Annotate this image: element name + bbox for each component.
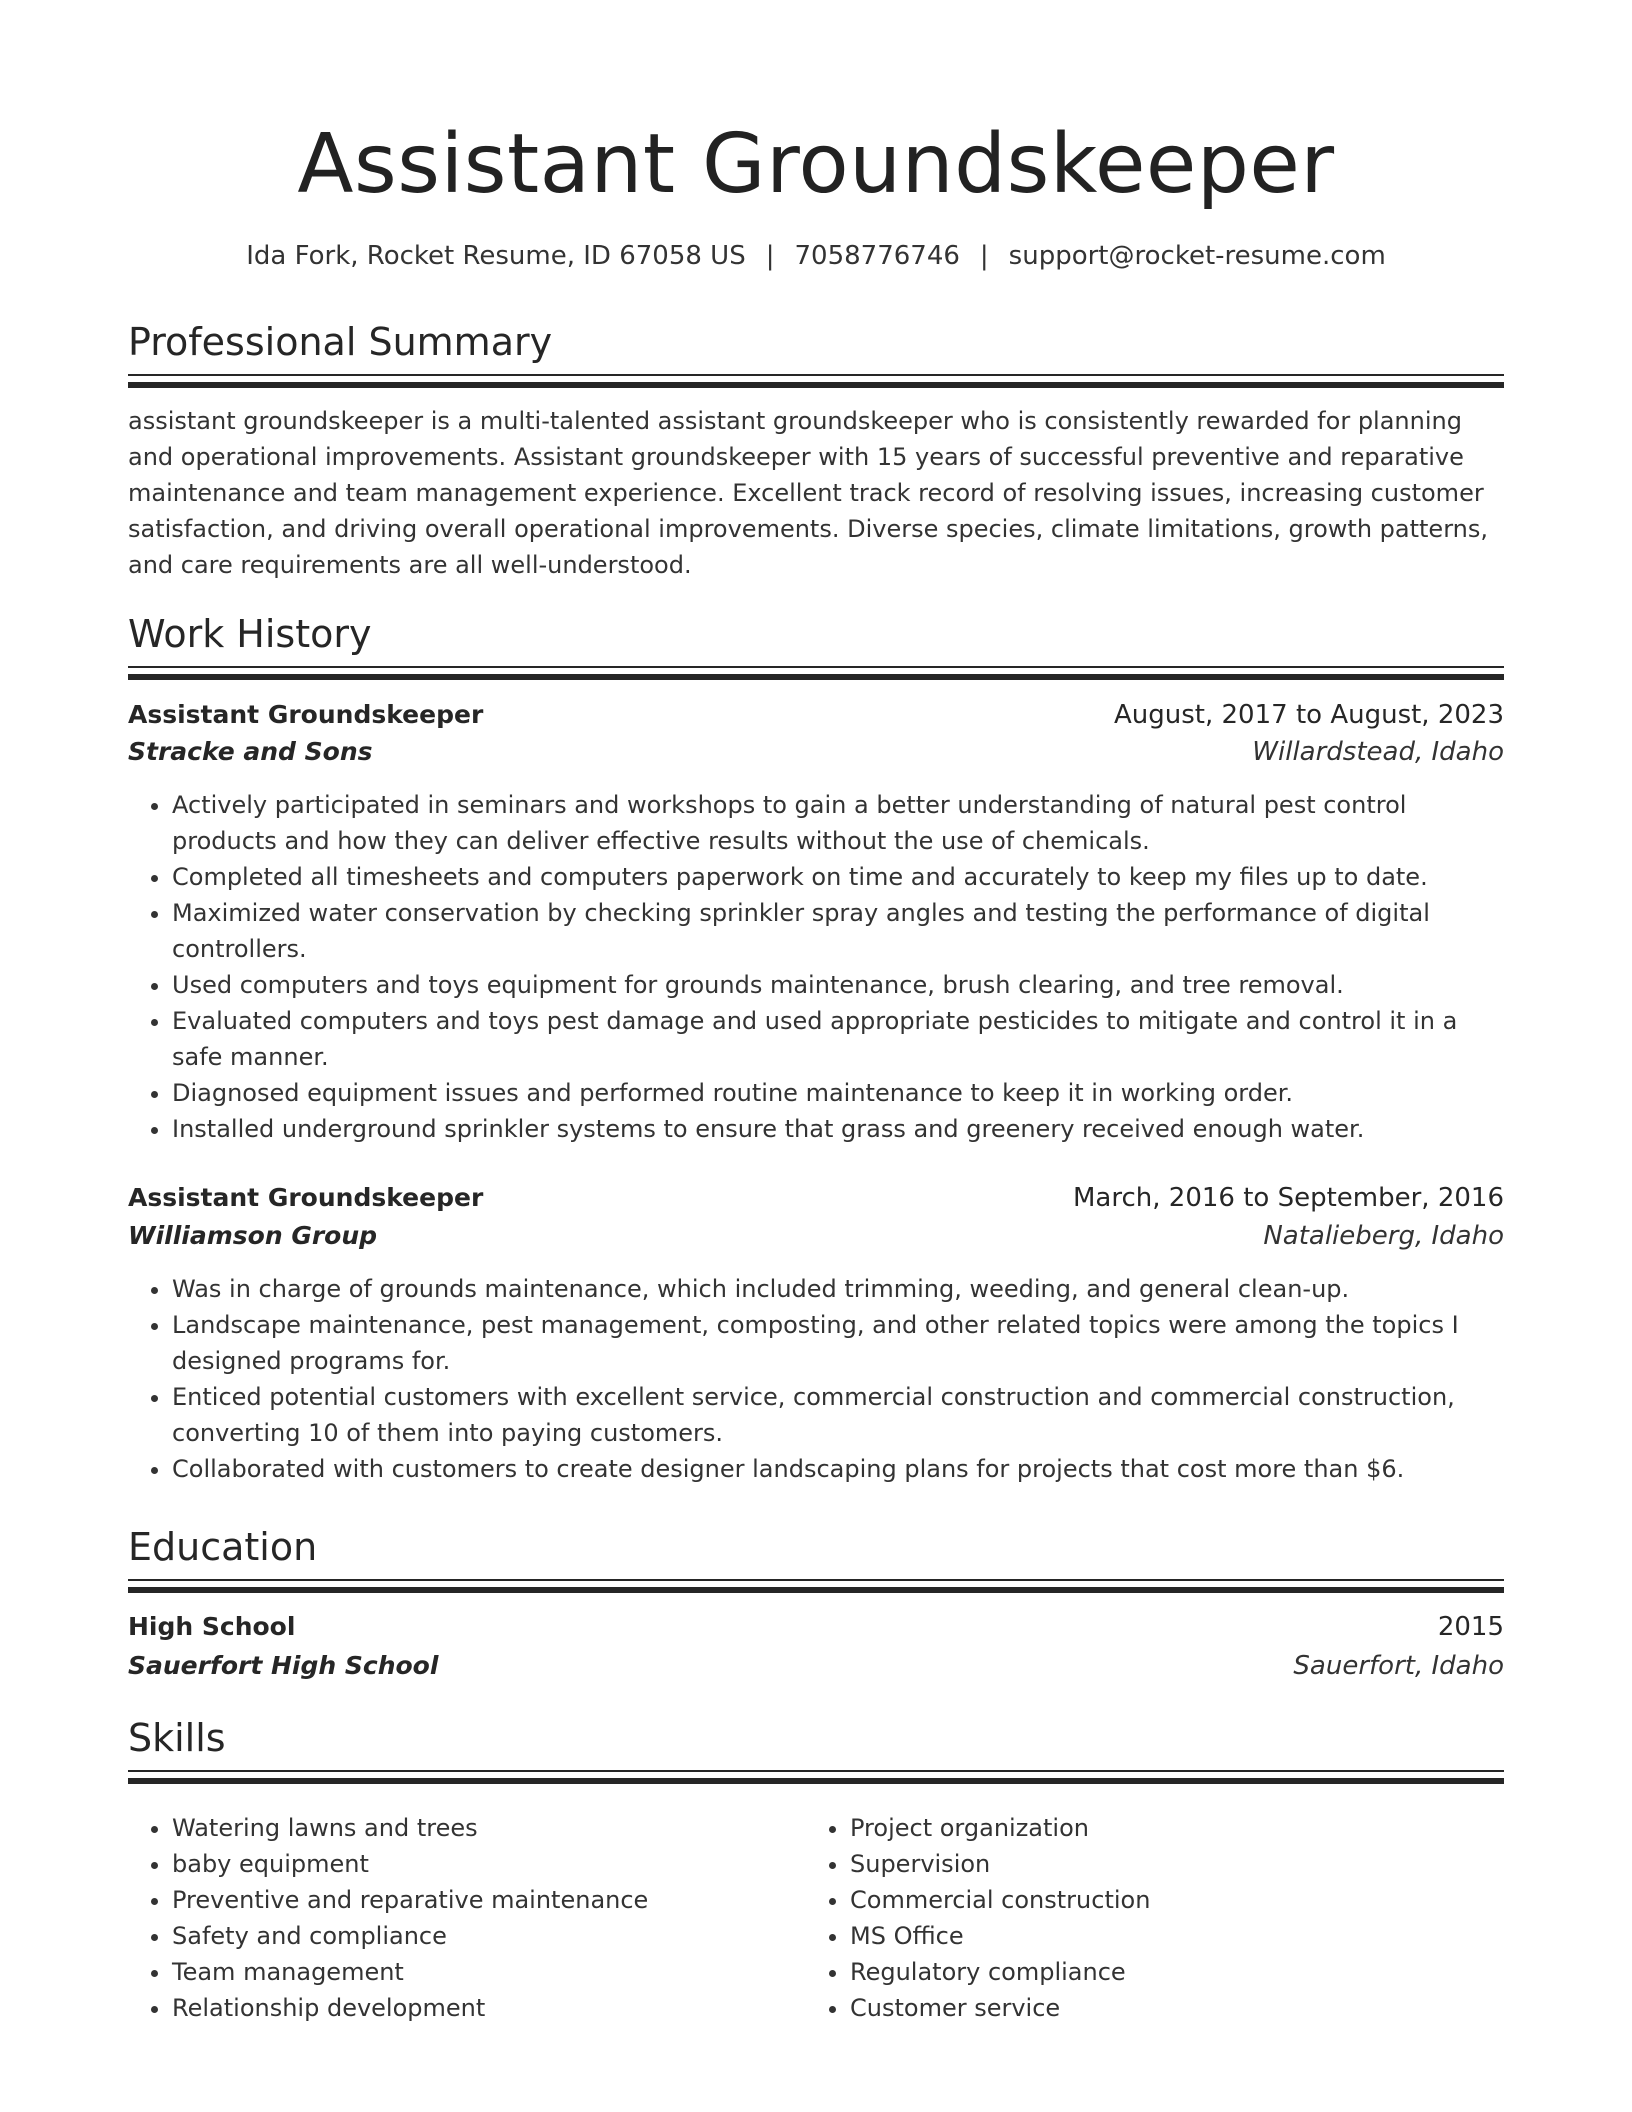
job-bullet: • Enticed potential customers with excellent service, commercial construction and commercial construction, converting 10 of them into paying customers. <box>172 1379 1504 1451</box>
job-dates: March, 2016 to September, 2016 <box>1073 1183 1504 1213</box>
education-location: Sauerfort, Idaho <box>1293 1651 1504 1681</box>
skill-item: • Regulatory compliance <box>850 1954 1450 1990</box>
job-bullet-list <box>128 787 1504 1147</box>
skill-item: • Project organization <box>850 1810 1450 1846</box>
summary-heading: Professional Summary <box>128 320 553 364</box>
job-bullet: • Collaborated with customers to create designer landscaping plans for projects that cost more than $6. <box>172 1451 1504 1487</box>
job-bullet: • Diagnosed equipment issues and performed routine maintenance to keep it in working order. <box>172 1075 1504 1111</box>
education-degree: High School <box>128 1612 296 1641</box>
contact-email[interactable]: support@rocket-resume.com <box>1008 241 1386 271</box>
contact-line <box>128 238 1504 274</box>
education-subheader <box>128 1648 1504 1684</box>
job-bullet: • Landscape maintenance, pest management, composting, and other related topics were among the topics I designed programs for. <box>172 1307 1504 1379</box>
skill-item: • MS Office <box>850 1918 1450 1954</box>
work-history-divider <box>128 666 1504 680</box>
skill-item: • baby equipment <box>172 1846 772 1882</box>
job-subheader <box>128 734 1504 770</box>
job-dates: August, 2017 to August, 2023 <box>1114 700 1504 730</box>
contact-phone: 7058776746 <box>794 241 960 271</box>
skills-heading: Skills <box>128 1716 226 1760</box>
summary-divider <box>128 374 1504 388</box>
skills-list-left <box>128 1810 772 2026</box>
education-heading: Education <box>128 1525 318 1569</box>
job-header <box>128 697 1504 733</box>
job-bullet: • Completed all timesheets and computers paperwork on time and accurately to keep my files up to date. <box>172 859 1504 895</box>
skill-item: • Relationship development <box>172 1990 772 2026</box>
education-year: 2015 <box>1437 1612 1504 1642</box>
skill-item: • Preventive and reparative maintenance <box>172 1882 772 1918</box>
skills-divider <box>128 1770 1504 1784</box>
job-bullet: • Evaluated computers and toys pest damage and used appropriate pesticides to mitigate and control it in a safe manner. <box>172 1003 1504 1075</box>
skill-item: • Watering lawns and trees <box>172 1810 772 1846</box>
education-school: Sauerfort High School <box>128 1651 439 1680</box>
job-title: Assistant Groundskeeper <box>128 700 484 729</box>
skill-item: • Safety and compliance <box>172 1918 772 1954</box>
skill-item: • Supervision <box>850 1846 1450 1882</box>
skill-item: • Team management <box>172 1954 772 1990</box>
job-company: Williamson Group <box>128 1221 378 1250</box>
skills-list-right <box>806 1810 1450 2026</box>
job-location: Willardstead, Idaho <box>1252 737 1504 767</box>
summary-text: assistant groundskeeper is a multi-talented assistant groundskeeper who is consistently rewarded for planning and operational improvements. Assistant groundskeeper with 15 years of successful preventive and reparative maintenance and team management experience. Excellent track record of resolving issues, increasing customer satisfaction, and driving overall operational improvements. Diverse species, climate limitations, growth patterns, and care requirements are all well-understood. <box>128 407 1488 579</box>
job-bullet: • Used computers and toys equipment for grounds maintenance, brush clearing, and tree removal. <box>172 967 1504 1003</box>
candidate-name: Assistant Groundskeeper <box>297 117 1335 212</box>
skill-item: • Commercial construction <box>850 1882 1450 1918</box>
contact-address: Ida Fork, Rocket Resume, ID 67058 US <box>246 241 746 271</box>
contact-separator: | <box>765 241 775 271</box>
education-header <box>128 1609 1504 1645</box>
skill-item: • Customer service <box>850 1990 1450 2026</box>
job-header <box>128 1180 1504 1216</box>
work-history-heading: Work History <box>128 612 372 656</box>
job-bullet: • Actively participated in seminars and workshops to gain a better understanding of natural pest control products and how they can deliver effective results without the use of chemicals. <box>172 787 1504 859</box>
job-bullet: • Installed underground sprinkler systems to ensure that grass and greenery received enough water. <box>172 1111 1504 1147</box>
job-location: Natalieberg, Idaho <box>1263 1221 1504 1251</box>
job-bullet-list <box>128 1271 1504 1487</box>
job-bullet: • Was in charge of grounds maintenance, which included trimming, weeding, and general clean-up. <box>172 1271 1504 1307</box>
job-subheader <box>128 1218 1504 1254</box>
contact-separator: | <box>979 241 989 271</box>
job-bullet: • Maximized water conservation by checking sprinkler spray angles and testing the performance of digital controllers. <box>172 895 1504 967</box>
job-company: Stracke and Sons <box>128 737 373 766</box>
education-divider <box>128 1579 1504 1593</box>
job-title: Assistant Groundskeeper <box>128 1183 484 1212</box>
